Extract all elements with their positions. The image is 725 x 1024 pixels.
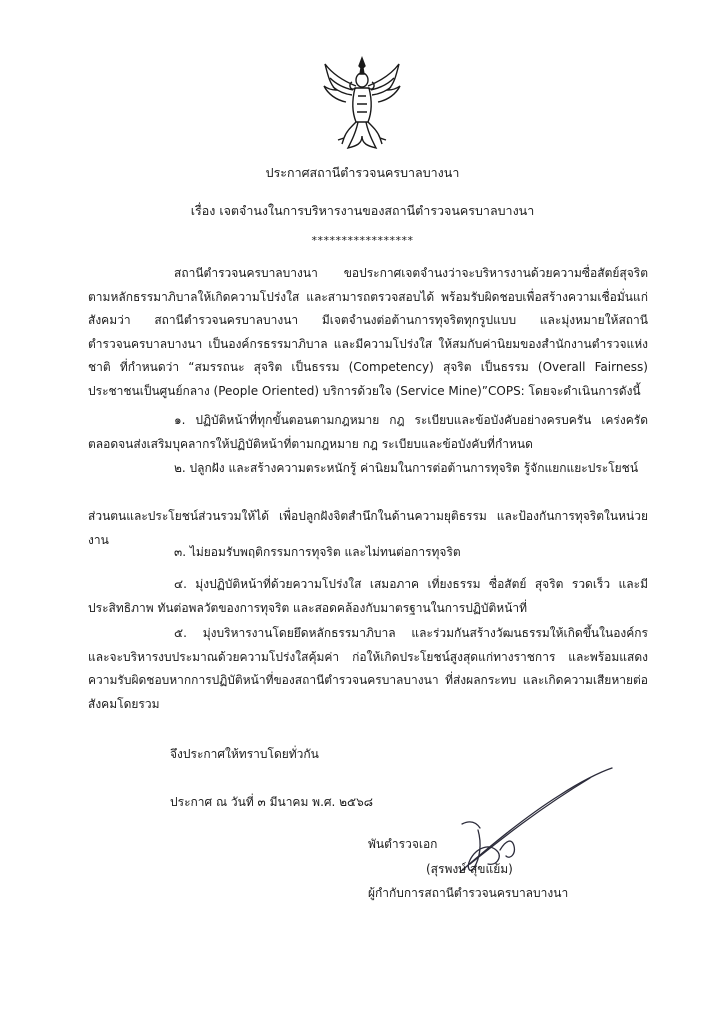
- signatory-rank: พันตำรวจเอก: [368, 837, 438, 851]
- intro-paragraph: [88, 262, 648, 404]
- separator-line: *****************: [311, 234, 414, 247]
- announcement-date: ประกาศ ณ วันที่ ๓ มีนาคม พ.ศ. ๒๕๖๘: [170, 795, 374, 809]
- announcement-title: ประกาศสถานีตำรวจนครบาลบางนา: [265, 165, 460, 180]
- intro-text: สถานีตำรวจนครบาลบางนา ขอประกาศเจตจำนงว่าจะบริหารงานด้วยความซื่อสัตย์สุจริต ตามหลักธรรมาภิบาลให้เกิดความโปร่งใส และสามารถตรวจสอบได้ พร้อมรับผิดชอบเพื่อสร้างความเชื่อมั่นแก่สังคมว่า สถานีตำรวจนครบาลบางนา มีเจตจำนงต่อต้านการทุจริตทุกรูปแบบ และมุ่งหมายให้สถานีตำรวจนครบาลบางนา เป็นองค์กรธรรมาภิบาล และมีความโปร่งใส ให้สมกับค่านิยมของสำนักงานตำรวจแห่งชาติ ที่กำหนดว่า “สมรรถนะ สุจริต เป็นธรรม (Competency) สุจริต เป็นธรรม (Overall Fairness) ประชาชนเป็นศูนย์กลาง (People Oriented) บริการด้วยใจ (Service Mine)”COPS: โดยจะดำเนินการดังนี้: [88, 266, 648, 398]
- item-2-text: ๒. ปลูกฝัง และสร้างความตระหนักรู้ ค่านิยมในการต่อต้านการทุจริต รู้จักแยกแยะประโยชน์: [174, 461, 639, 475]
- announcement-subject: เรื่อง เจตจำนงในการบริหารงานของสถานีตำรวจนครบาลบางนา: [190, 203, 535, 218]
- item-1-text: ๑. ปฏิบัติหน้าที่ทุกขั้นตอนตามกฎหมาย กฎ ระเบียบและข้อบังคับอย่างครบครัน เคร่งครัด ตลอดจนส่งเสริมบุคลากรให้ปฏิบัติหน้าที่ตามกฎหมาย กฎ ระเบียบและข้อบังคับที่กำหนด: [88, 413, 648, 451]
- signature-icon: [440, 760, 620, 900]
- item-4-paragraph: [88, 573, 648, 620]
- item-3-text: ๓. ไม่ยอมรับพฤติกรรมการทุจริต และไม่ทนต่อการทุจริต: [174, 545, 461, 559]
- item-4-text: ๔. มุ่งปฏิบัติหน้าที่ด้วยความโปร่งใส เสมอภาค เที่ยงธรรม ซื่อสัตย์ สุจริต รวดเร็ว และมีประสิทธิภาพ ทันต่อพลวัตของการทุจริต และสอดคล้องกับมาตรฐานในการปฏิบัติหน้าที่: [88, 577, 648, 615]
- item-2-continuation-text: ส่วนตนและประโยชน์ส่วนรวมให้ได้ เพื่อปลูกฝังจิตสำนึกในด้านความยุติธรรม และป้องกันการทุจริตในหน่วยงาน: [88, 509, 648, 547]
- signatory-name: (สุรพงษ์ สุขแย้ม): [426, 862, 513, 876]
- item-1-paragraph: [88, 409, 648, 456]
- garuda-emblem-icon: [322, 56, 402, 152]
- signatory-position: ผู้กำกับการสถานีตำรวจนครบาลบางนา: [368, 886, 569, 900]
- closing-announcement: จึงประกาศให้ทราบโดยทั่วกัน: [170, 747, 319, 761]
- item-3-paragraph: [88, 541, 648, 565]
- item-5-paragraph: [88, 622, 648, 716]
- item-5-text: ๕. มุ่งบริหารงานโดยยึดหลักธรรมาภิบาล และร่วมกันสร้างวัฒนธรรมให้เกิดขึ้นในองค์กร และจะบริหารงบประมาณด้วยความโปร่งใสคุ้มค่า ก่อให้เกิดประโยชน์สูงสุดแก่ทางราชการ และพร้อมแสดงความรับผิดชอบหากการปฏิบัติหน้าที่ของสถานีตำรวจนครบาลบางนา ที่ส่งผลกระทบ และเกิดความเสียหายต่อสังคมโดยรวม: [88, 626, 648, 711]
- item-2-paragraph: [88, 457, 648, 481]
